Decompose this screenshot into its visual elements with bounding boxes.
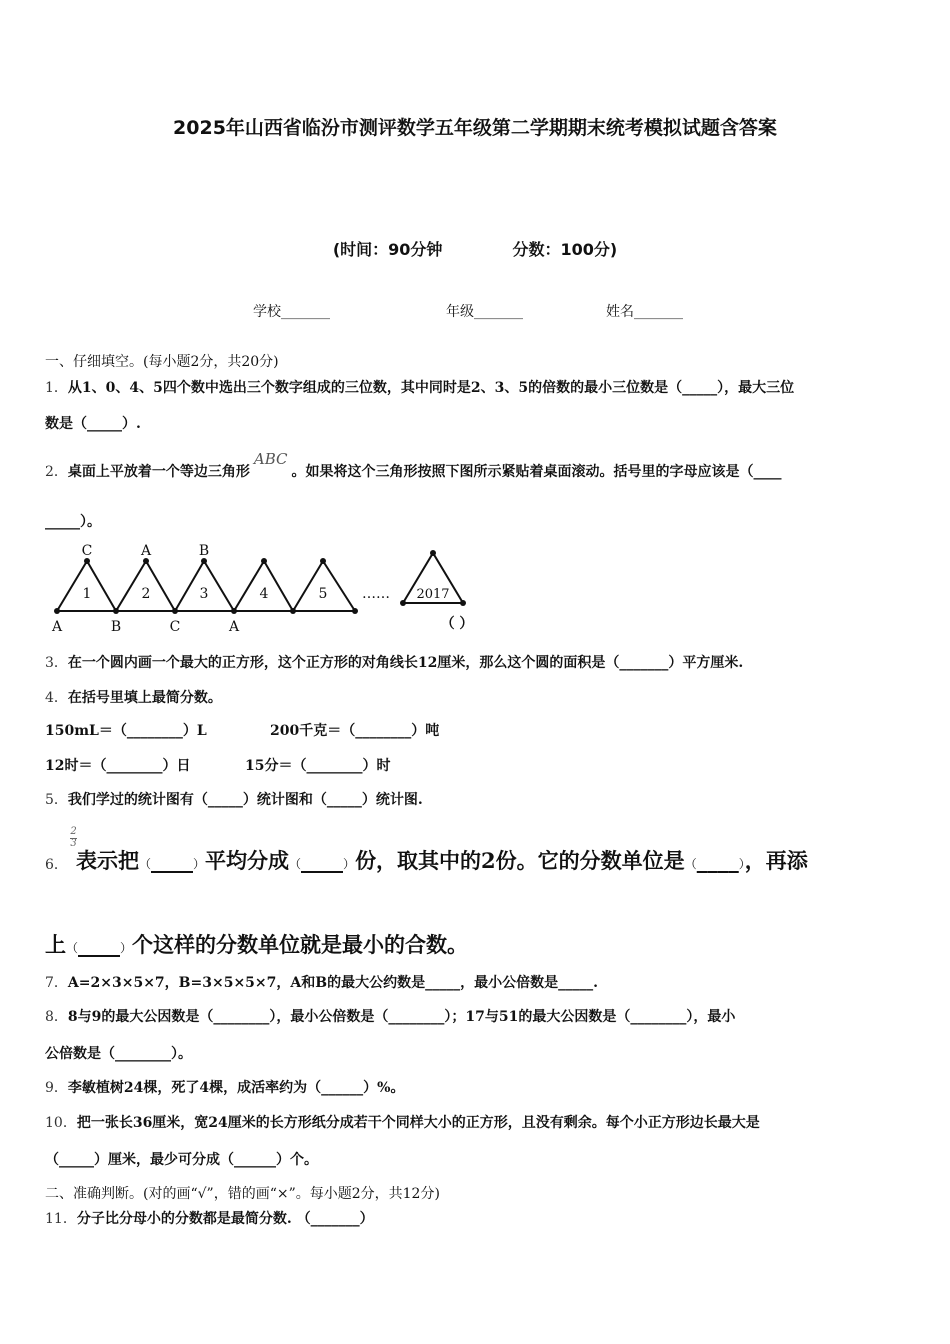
q6-seg: 个这样的分数单位就是最小的合数。	[132, 932, 469, 957]
question-2-line2: _____）。	[45, 514, 101, 530]
question-3	[45, 652, 743, 672]
fraction-numerator: 2	[70, 826, 77, 837]
q6-seg: ____	[78, 932, 121, 957]
question-7-number: 7．	[45, 975, 68, 991]
figure-number: 5	[318, 586, 328, 602]
question-1-line1	[45, 377, 794, 397]
document-title: 2025年山西省临汾市测评数学五年级第二学期期末统考模拟试题含答案	[173, 117, 777, 139]
question-9	[45, 1077, 404, 1097]
question-7	[45, 972, 598, 992]
exam-score: 分数：100分)	[512, 240, 618, 259]
figure-bottom-label: A	[51, 619, 63, 635]
q6-seg: 份，取其中的2份。它的分数单位是	[355, 848, 685, 873]
question-6-line1	[76, 845, 808, 875]
q6-seg: ____	[301, 848, 344, 873]
figure-number: 3	[199, 586, 209, 602]
figure-top-label: B	[198, 543, 210, 559]
question-10-line1	[45, 1112, 760, 1132]
q6-seg: ）	[343, 857, 356, 871]
question-4-text: 在括号里填上最简分数。	[67, 690, 222, 706]
section2-heading: 二、准确判断。(对的画“√”，错的画“×”。每小题2分，共12分)	[45, 1186, 440, 1202]
question-4-number: 4．	[45, 690, 68, 706]
triangle-abc-label: ABC	[253, 450, 288, 468]
question-8-line1	[45, 1006, 735, 1026]
grade-field: 年级_______	[446, 304, 523, 320]
question-8-text: 8与9的最大公因数是（________），最小公倍数是（________）；17与51的最大公因数是（________），最小	[67, 1009, 736, 1025]
figure-top-label: A	[140, 543, 152, 559]
figure-number: 4	[259, 586, 269, 602]
section1-heading: 一、仔细填空。(每小题2分，共20分)	[45, 354, 279, 370]
q6-seg: ，再添	[744, 848, 808, 873]
question-4c: 12时＝（________）日	[45, 758, 191, 774]
figure-ellipsis: ……	[362, 586, 390, 602]
question-2-number: 2．	[45, 464, 68, 480]
question-11	[45, 1208, 374, 1228]
question-11-number: 11．	[45, 1211, 77, 1227]
figure-bottom-label: B	[110, 619, 122, 635]
question-4	[45, 687, 222, 707]
question-6-line2	[45, 929, 468, 959]
figure-bottom-label: C	[169, 619, 181, 635]
q6-seg: 表示把	[76, 848, 139, 873]
figure-last-number: 2017	[416, 587, 450, 602]
q6-seg: （	[684, 857, 697, 871]
question-3-number: 3．	[45, 655, 68, 671]
q6-seg: ____	[151, 848, 194, 873]
question-5-text: 我们学过的统计图有（_____）统计图和（_____）统计图.	[67, 792, 423, 808]
q6-seg: ）	[193, 857, 206, 871]
q6-seg: ____	[696, 848, 739, 873]
question-10-line2: （_____）厘米，最少可分成（______）个。	[45, 1152, 318, 1168]
rolling-triangle-figure	[40, 540, 500, 635]
school-field: 学校_______	[253, 304, 330, 320]
question-1-text: 从1、0、4、5四个数中选出三个数字组成的三位数，其中同时是2、3、5的倍数的最小三位数是（_____），最大三位	[67, 380, 795, 396]
figure-answer-paren: （ ）	[440, 616, 474, 632]
figure-bottom-label: A	[228, 619, 240, 635]
q6-seg: （	[66, 941, 79, 955]
question-1-number: 1．	[45, 380, 68, 396]
question-8-number: 8．	[45, 1009, 68, 1025]
question-8-line2: 公倍数是（________）。	[45, 1046, 192, 1062]
figure-top-label: C	[81, 543, 93, 559]
name-field: 姓名_______	[606, 304, 683, 320]
question-4d: 15分＝（________）时	[245, 758, 391, 774]
question-1-line2: 数是（_____）.	[45, 416, 141, 432]
question-4a: 150mL＝（________）L	[45, 723, 207, 739]
question-2-text-a: 桌面上平放着一个等边三角形	[67, 464, 250, 480]
q6-seg: （	[139, 857, 152, 871]
q6-seg: 平均分成	[205, 848, 290, 873]
question-9-text: 李敏植树24棵，死了4棵，成活率约为（______）%。	[67, 1080, 405, 1096]
q6-seg: 上	[45, 932, 66, 957]
question-10-text: 把一张长36厘米，宽24厘米的长方形纸分成若干个同样大小的正方形，且没有剩余。每个小正方形边长最大是	[76, 1115, 760, 1131]
question-11-text: 分子比分母小的分数都是最简分数. （_______）	[76, 1211, 374, 1227]
fraction-denominator: 3	[70, 838, 77, 849]
question-7-text: A=2×3×5×7，B=3×5×5×7，A和B的最大公约数是_____，最小公倍数是_____.	[67, 975, 598, 991]
q6-seg: ）	[738, 857, 745, 871]
question-5-number: 5．	[45, 792, 68, 808]
question-6-number: 6．	[45, 857, 68, 873]
q6-seg: （	[289, 857, 302, 871]
question-4b: 200千克＝（________）吨	[270, 723, 440, 739]
question-9-number: 9．	[45, 1080, 68, 1096]
question-2-text-b: 。如果将这个三角形按照下图所示紧贴着桌面滚动。括号里的字母应该是（____	[291, 464, 782, 480]
q6-seg: ）	[120, 941, 133, 955]
figure-number: 2	[141, 586, 151, 602]
exam-time-score	[0, 237, 950, 260]
figure-number: 1	[82, 586, 92, 602]
question-10-number: 10．	[45, 1115, 77, 1131]
question-2-line1	[45, 450, 782, 481]
exam-time: (时间：90分钟	[332, 240, 443, 259]
question-5	[45, 789, 423, 809]
question-3-text: 在一个圆内画一个最大的正方形，这个正方形的对角线长12厘米，那么这个圆的面积是（_______）平方厘米.	[67, 655, 744, 671]
